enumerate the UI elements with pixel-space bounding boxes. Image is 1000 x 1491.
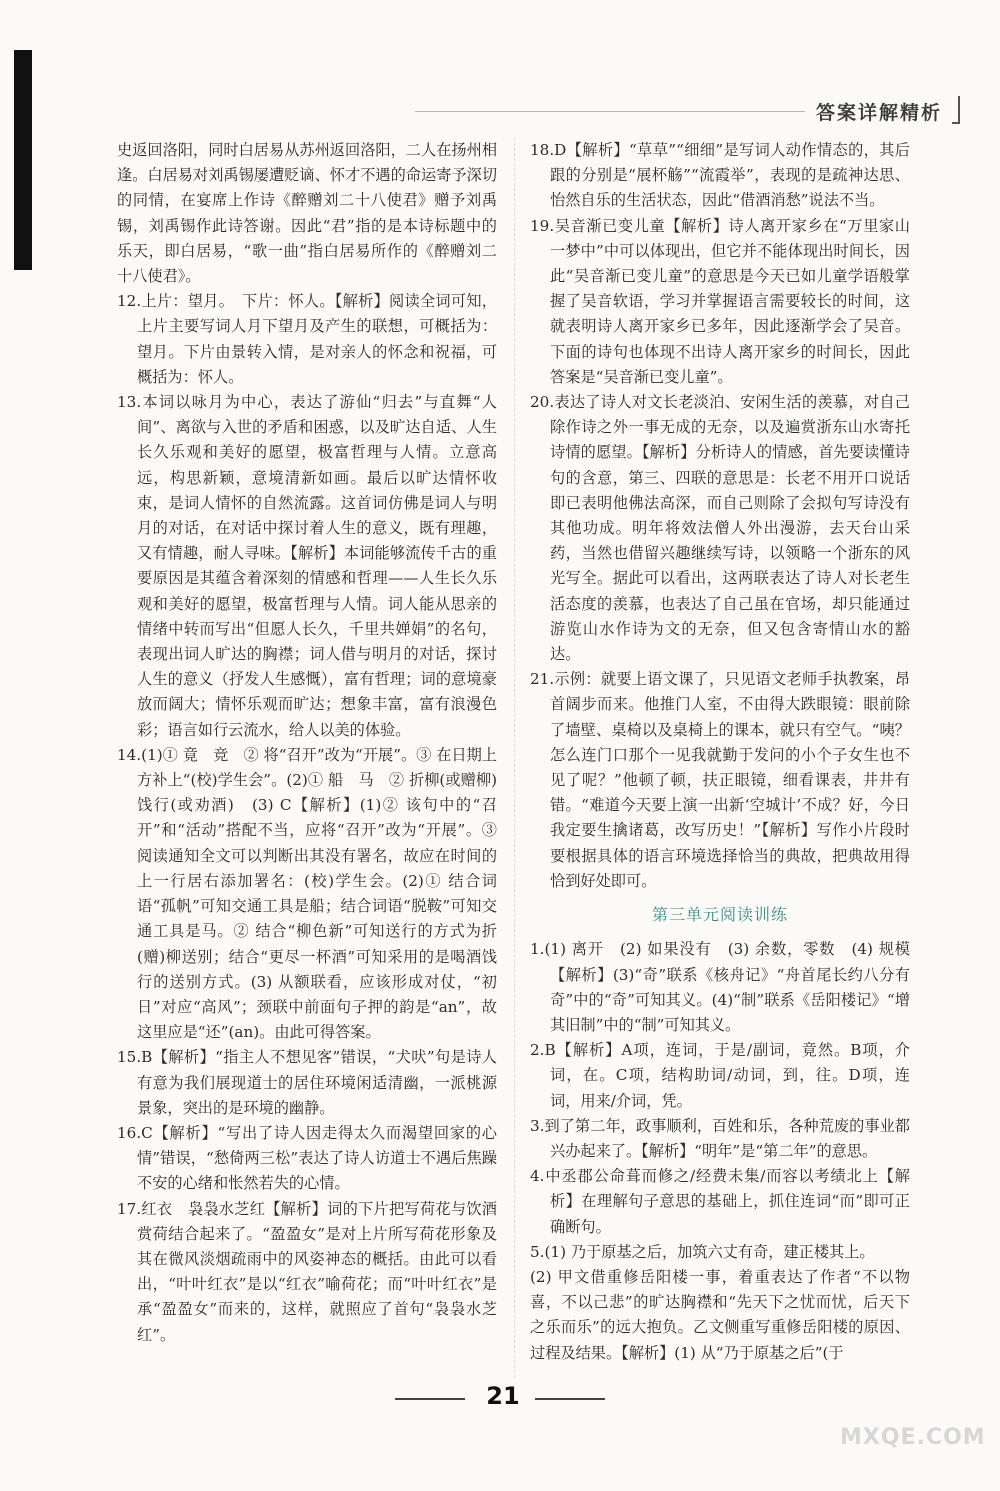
section-answer-5-2: (2) 甲文借重修岳阳楼一事，着重表达了作者“不以物喜，不以己悲”的旷达胸襟和“先天下之忧而忧，后天下之乐而乐”的远大抱负。乙文侧重写重修岳阳楼的原因、过程及结果。【解析】(1) 从“乃于原基之后”(于 xyxy=(530,1267,910,1362)
answer-20: 20.表达了诗人对文长老淡泊、安闲生活的羡慕，对自己除作诗之外一事无成的无奈，以及遍赏浙东山水寄托诗情的愿望。【解析】分析诗人的情感，首先要读懂诗句的含意，第三、四联的意思是：长老不用开口说话即已表明他佛法高深，而自己则除了会拟句写诗没有其他功成。明年将效法僧人外出漫游，去天台山采药，当然也借留兴趣继续写诗，以领略一个浙东的风光写全。据此可以看出，这两联表达了诗人对长老生活态度的羡慕，也表达了自己虽在官场，却只能通过游览山水作诗为文的无奈，但又包含寄情山水的豁达。 xyxy=(530,393,910,664)
section-answer-5-1: 5.(1) 乃于原基之后，加筑六丈有奇，建正楼其上。 xyxy=(530,1242,875,1261)
section-answer-2: 2.B【解析】A项，连词，于是/副词，竟然。B项，介词，在。C项，结构助词/动词，到，往。D项，连词，用来/介词，凭。 xyxy=(530,1041,910,1110)
section-answer-3: 3.到了第二年，政事顺利，百姓和乐，各种荒废的事业都兴办起来了。【解析】“明年”是“第二年”的意思。 xyxy=(530,1116,910,1160)
answer-14: 14.(1)① 竟 竞 ② 将“召开”改为“开展”。③ 在日期上方补上“(校)学生会”。(2)① 船 马 ② 折柳(或赠柳) 饯行(或劝酒) (3) C【解析】(1)② 该句中的“召开”和“活动”搭配不当，应将“召开”改为“开展”。③ 阅读通知全文可以判断出其没有署名，故应在时间的上一行居右添加署名：(校)学生会。(2)① 结合词语“孤帆”可知交通工具是船；结合词语“脱鞍”可知交通工具是马。② 结合“柳色新”可知送行的方式为折(赠)柳送别；结合“更尽一杯酒”可知采用的是喝酒饯行的送别方式。(3) 从额联看，应该形成对仗，“初日”对应“高风”；颈联中前面句子押的韵是“an”，故这里应是“还”(an)。由此可得答案。 xyxy=(117,745,513,1042)
answer-19: 19.吴音渐已变儿童【解析】诗人离开家乡在“万里家山一梦中”中可以体现出，但它并不能体现出时间长，因此“吴音渐已变儿童”的意思是今天已如儿童学语般掌握了吴音软语，学习并掌握语言需要较长的时间，这就表明诗人离开家乡已多年，因此逐渐学会了吴音。下面的诗句也体现不出诗人离开家乡的时间长，因此答案是“吴音渐已变儿童”。 xyxy=(530,216,910,386)
answer-21: 21.示例：就要上语文课了，只见语文老师手执教案，昂首阔步而来。他推门人室，不由得大跌眼镜：眼前除了墙壁、桌椅以及桌椅上的课本，就只有空气。“咦？怎么连门口那个一见我就勤于发问的小个子女生也不见了呢？”他顿了顿，扶正眼镜，细看课表，井井有错。“难道今天要上演一出新‘空城计’不成？好，今日我定要生擒诸葛，改写历史！”【解析】写作小片段时要根据具体的语言环境选择恰当的典故，把典故用得恰到好处即可。 xyxy=(530,670,910,890)
page-footer xyxy=(0,1380,1000,1420)
column-divider xyxy=(514,138,515,1378)
header-title: 答案详解精析 xyxy=(815,102,942,124)
left-column xyxy=(117,138,513,1348)
answer-13: 13.本词以咏月为中心，表达了游仙“归去”与直舞“人间”、离欲与入世的矛盾和困惑，以及旷达自适、人生长久乐观和美好的愿望，极富哲理与人情。立意高远，构思新颖，意境清新如画。最后以旷达情怀收束，是词人情怀的自然流露。这首词仿佛是词人与明月的对话，在对话中探讨着人生的意义，既有理趣，又有情趣，耐人寻味。【解析】本词能够流传千古的重要原因是其蕴含着深刻的情感和哲理——人生长久乐观和美好的愿望，极富哲理与人情。词人能从思亲的情绪中转而写出“但愿人长久，千里共婵娟”的名句，表现出词人旷达的胸襟；词人借与明月的对话，探讨人生的意义（抒发人生感慨），富有哲理；词的意境豪放而阔大；情怀乐观而旷达；想象丰富，富有浪漫色彩；语言如行云流水，给人以美的体验。 xyxy=(117,393,497,739)
answer-15: 15.B【解析】“指主人不想见客”错误，“犬吠”句是诗人有意为我们展现道士的居住环境闲适清幽，一派桃源景象，突出的是环境的幽静。 xyxy=(117,1048,497,1117)
right-column xyxy=(530,138,910,1366)
binding-strip xyxy=(14,50,32,270)
footer-rule-right xyxy=(535,1398,605,1400)
watermark-logo: MXQE.COM xyxy=(840,1425,986,1450)
page-number: 21 xyxy=(486,1382,520,1410)
header-bracket xyxy=(952,96,960,124)
section-answer-1: 1.(1) 离开 (2) 如果没有 (3) 余数，零数 (4) 规模【解析】(3)“奇”联系《核舟记》“舟首尾长约八分有奇”中的“奇”可知其义。(4)“制”联系《岳阳楼记》“增其旧制”中的“制”可知其义。 xyxy=(530,940,910,1034)
header-rule xyxy=(415,111,805,112)
answer-continued: 史返回洛阳，同时白居易从苏州返回洛阳，二人在扬州相逢。白居易对刘禹锡屡遭贬谪、怀才不遇的命运寄予深切的同情，在宴席上作诗《醉赠刘二十八使君》赠予刘禹锡，刘禹锡作此诗答谢。因此“君”指的是本诗标题中的乐天，即白居易，“歌一曲”指白居易所作的《醉赠刘二十八使君》。 xyxy=(117,141,497,286)
answer-12: 12.上片：望月。 下片：怀人。【解析】阅读全词可知，上片主要写词人月下望月及产生的联想，可概括为：望月。下片由景转入情，是对亲人的怀念和祝福，可概括为：怀人。 xyxy=(117,292,497,386)
footer-rule-left xyxy=(395,1398,465,1400)
section-answer-4: 4.中丞郡公命葺而修之/经费未集/而容以考绩北上【解析】在理解句子意思的基础上，抓住连词“而”即可正确断句。 xyxy=(530,1167,910,1236)
answer-16: 16.C【解析】“写出了诗人因走得太久而渴望回家的心情”错误，“愁倚两三松”表达了诗人访道士不遇后焦躁不安的心绪和怅然若失的心情。 xyxy=(117,1123,497,1193)
answer-18: 18.D【解析】“草草”“细细”是写词人动作情态的，其后跟的分别是“展杯觞”“流霞举”，表现的是疏神达思、怡然自乐的生活状态，因此“借酒消愁”说法不当。 xyxy=(530,141,910,210)
answer-17: 17.红衣 袅袅水芝红【解析】词的下片把写荷花与饮酒赏荷结合起来了。“盈盈女”是对上片所写荷花形象及其在微风淡烟疏雨中的风姿神态的概括。由此可以看出，“叶叶红衣”是以“红衣”喻荷花；而“叶叶红衣”是承“盈盈女”而来的，这样，就照应了首句“袅袅水芝红”。 xyxy=(117,1199,497,1344)
page-header xyxy=(415,96,960,126)
section-title: 第三单元阅读训练 xyxy=(651,905,788,925)
